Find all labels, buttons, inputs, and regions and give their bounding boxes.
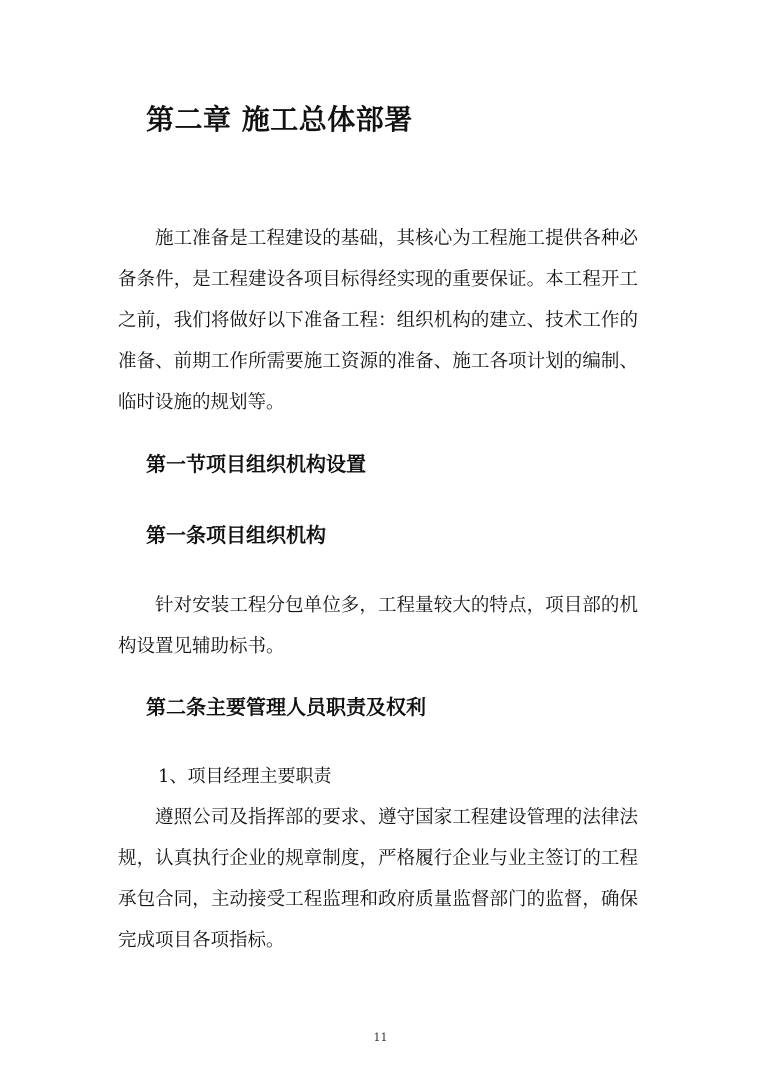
chapter-title: 第二章 施工总体部署 xyxy=(146,103,413,136)
article-1-paragraph: 针对安装工程分包单位多，工程量较大的特点，项目部的机构设置见辅助标书。 xyxy=(118,595,638,657)
article-heading: 第一条项目组织机构 xyxy=(146,523,326,547)
item-1-paragraph: 遵照公司及指挥部的要求、遵守国家工程建设管理的法律法规，认真执行企业的规章制度，严格履行企业与业主签订的工程承包合同，主动接受工程监理和政府质量监督部门的监督，确保完成项目各项指标。 xyxy=(118,807,638,951)
item-heading: 1、项目经理主要职责 xyxy=(158,766,332,787)
section-heading: 第一节项目组织机构设置 xyxy=(146,452,366,476)
article-heading: 第二条主要管理人员职责及权利 xyxy=(146,695,426,719)
intro-paragraph: 施工准备是工程建设的基础，其核心为工程施工提供各种必备条件，是工程建设各项目标得经实现的重要保证。本工程开工之前，我们将做好以下准备工程：组织机构的建立、技术工作的准备、前期工作所需要施工资源的准备、施工各项计划的编制、临时设施的规划等。 xyxy=(118,228,638,413)
page-number: 11 xyxy=(373,1031,388,1044)
